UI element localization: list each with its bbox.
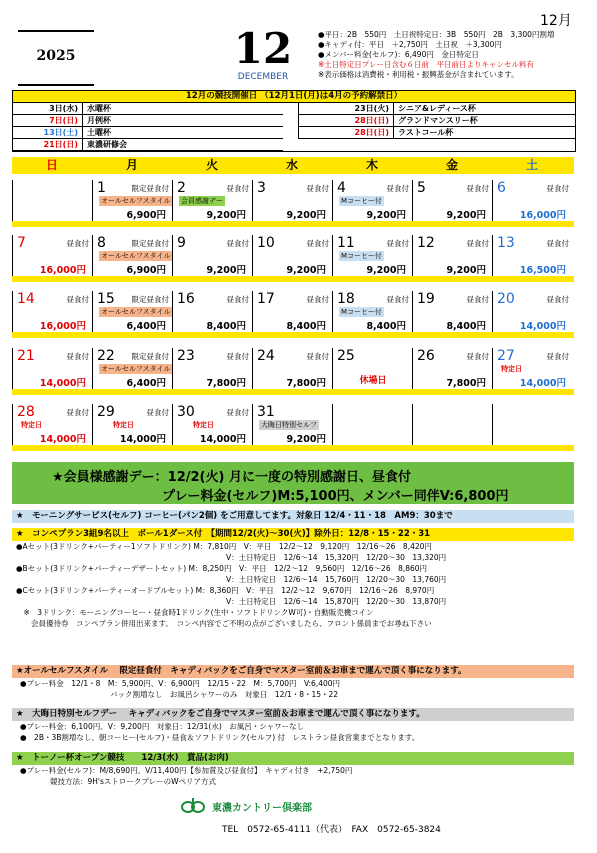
day-number: 24 — [257, 348, 275, 364]
competition-list-right — [298, 103, 576, 139]
day-cell — [492, 235, 572, 276]
meal-label: 昼食付 — [306, 239, 329, 248]
meal-label: 昼食付 — [226, 239, 249, 248]
day-number: 18 — [337, 291, 355, 307]
day-tag: 大晦日特別セルフ — [261, 421, 317, 429]
day-price: 8,400円 — [446, 321, 486, 332]
day-cell — [172, 291, 252, 332]
text-line: ●Bセット(3ドリンク+パーティーデザートセット) M：8,250円 V：平日 12/2～12 9,560円 12/16～26 8,860円 — [16, 564, 428, 573]
calendar-week — [12, 235, 574, 282]
day-cell — [332, 291, 412, 332]
competition-row — [13, 103, 283, 115]
day-price: 8,400円 — [366, 321, 406, 332]
day-number: 1 — [97, 180, 106, 196]
day-price: 7,800円 — [446, 378, 486, 389]
competition-row — [13, 115, 283, 127]
price-line: ※土日特定日プレー日含む６日前 平日前日よりキャンセル料有 — [318, 60, 534, 69]
day-price: 9,200円 — [286, 434, 326, 445]
text-line: ●Aセット(3ドリンク+パーティー1ソフトドリンク) M：7,810円 V：平日 12/2～12 9,120円 12/16～26 8,420円 — [16, 542, 432, 551]
competition-row — [299, 115, 576, 127]
contact-line: TEL 0572-65-4111（代表） FAX 0572-65-3824 — [222, 825, 441, 835]
day-number: 10 — [257, 235, 275, 251]
meal-label: 昼食付 — [546, 239, 569, 248]
day-number: 13 — [497, 235, 515, 251]
competition-row — [299, 127, 576, 139]
meal-label: 昼食付 — [66, 352, 89, 361]
weekday-label: 火 — [205, 158, 218, 172]
month-number: 12 — [233, 24, 293, 73]
meal-label: 限定昼食付 — [131, 239, 169, 248]
meal-label: 昼食付 — [386, 184, 409, 193]
day-tag: Mコーヒー付 — [341, 308, 382, 316]
day-price: 9,200円 — [286, 210, 326, 221]
day-price: 14,000円 — [519, 321, 566, 332]
tono-cup-section — [12, 752, 574, 787]
day-cell — [92, 404, 172, 445]
day-price: 9,200円 — [446, 265, 486, 276]
day-cell — [172, 348, 252, 389]
price-line: ●メンバー料金(セルフ)：6,490円 金日特定日 — [318, 50, 479, 59]
competition-name: 東濃研修会 — [87, 140, 127, 149]
day-number: 29 — [97, 404, 115, 420]
meal-label: 昼食付 — [466, 239, 489, 248]
day-cell — [492, 348, 572, 389]
day-price: 9,200円 — [206, 265, 246, 276]
day-price: 9,200円 — [366, 265, 406, 276]
day-tag: オールセルフスタイル — [101, 308, 171, 316]
holiday-label: 休場日 — [359, 376, 387, 386]
weekday-label: 月 — [125, 158, 138, 172]
day-tag: 特定日 — [113, 421, 134, 429]
club-name: 東濃カントリー倶楽部 — [212, 803, 312, 814]
competition-name: 月例杯 — [87, 116, 111, 125]
price-line: ●キャディ付：平日 ＋2,750円 土日祝 ＋3,300円 — [318, 40, 502, 49]
day-tag: 会員感謝デー — [181, 197, 223, 205]
day-number: 20 — [497, 291, 515, 307]
text-line: ●Cセット(3ドリンク+パーティーオードブルセット) M：8,360円 V：平日 12/2～12 9,670円 12/16～26 8,970円 — [16, 586, 435, 595]
competition-name: 土曜杯 — [87, 128, 111, 137]
day-cell — [12, 235, 92, 276]
day-cell — [252, 404, 332, 445]
text-line: V：土日特定日 12/6～14 15,320円 12/20～30 13,320円 — [16, 553, 447, 562]
text-line: V：土日特定日 12/6～14 15,760円 12/20～30 13,760円 — [16, 575, 447, 584]
day-tag: オールセルフスタイル — [101, 197, 171, 205]
weekday-label: 土 — [525, 158, 538, 172]
day-number: 25 — [337, 348, 355, 364]
meal-label: 昼食付 — [66, 239, 89, 248]
meal-label: 昼食付 — [466, 352, 489, 361]
meal-label: 昼食付 — [466, 184, 489, 193]
day-tag: Mコーヒー付 — [341, 252, 382, 260]
meal-label: 昼食付 — [226, 184, 249, 193]
day-cell — [332, 180, 412, 221]
text-line: ※ 3ドリンク：モーニングコーヒー・昼食時1ドリンク(生中・ソフトドリンクW可)・自動販売機コイン — [16, 608, 374, 617]
day-number: 28 — [17, 404, 35, 420]
morning-service: ★ モーニングサービス(セルフ) コーヒー(パン2個) をご用意してます。対象日 12/4・11・18 AM9：30まで — [12, 510, 574, 523]
day-number: 9 — [177, 235, 186, 251]
meal-label: 昼食付 — [306, 352, 329, 361]
day-cell — [172, 235, 252, 276]
meal-label: 昼食付 — [226, 408, 249, 417]
day-number: 6 — [497, 180, 506, 196]
day-number: 16 — [177, 291, 195, 307]
competition-row — [299, 103, 576, 115]
day-price: 9,200円 — [366, 210, 406, 221]
empty-cell — [12, 180, 92, 221]
meal-label: 昼食付 — [386, 295, 409, 304]
tono-cup-body — [12, 765, 574, 787]
day-cell — [92, 291, 172, 332]
new-years-eve-section — [12, 708, 574, 743]
price-line: ※表示価格は消費税・利用税・振興基金が含まれています。 — [318, 70, 519, 79]
price-line: ●平日：2B 550円 土日祝特定日：3B 550円 2B 3,300円割増 — [318, 30, 555, 39]
day-number: 14 — [17, 291, 35, 307]
day-tag: オールセルフスタイル — [101, 365, 171, 373]
week-separator — [12, 445, 574, 451]
meal-label: 昼食付 — [306, 295, 329, 304]
day-cell — [252, 180, 332, 221]
day-number: 17 — [257, 291, 275, 307]
meal-label: 昼食付 — [66, 408, 89, 417]
competition-date: 21日(日) — [13, 139, 83, 150]
empty-cell — [412, 404, 492, 445]
text-line: ● 2B・3B割増なし、朝コーヒー(セルフ)・昼食＆ソフトドリンク(セルフ) 付 レストラン昼食営業までとなります。 — [20, 733, 420, 742]
day-price: 9,200円 — [206, 210, 246, 221]
day-tag: オールセルフスタイル — [101, 252, 171, 260]
day-number: 22 — [97, 348, 115, 364]
meal-label: 昼食付 — [226, 295, 249, 304]
calendar-week — [12, 291, 574, 338]
month-english: DECEMBER — [237, 72, 289, 82]
day-cell — [12, 291, 92, 332]
meal-label: 限定昼食付 — [131, 352, 169, 361]
competition-date: 28日(日) — [299, 127, 394, 138]
competition-date: 3日(水) — [13, 103, 83, 114]
tono-cup-header: ★ トーノー杯オープン競技 12/3(水) 賞品(お肉) — [12, 752, 574, 765]
meal-label: 限定昼食付 — [131, 295, 169, 304]
competition-date: 7日(日) — [13, 115, 83, 126]
weekday-header — [12, 157, 574, 174]
appreciation-line1: ★会員様感謝デー：12/2(火) 月に一度の特別感謝日、昼食付 — [52, 470, 411, 485]
day-cell — [252, 348, 332, 389]
day-number: 30 — [177, 404, 195, 420]
meal-label: 昼食付 — [466, 295, 489, 304]
day-number: 23 — [177, 348, 195, 364]
text-line: 競技方法：9H'sストロークプレーのWペリア方式 — [20, 777, 216, 786]
calendar-week — [12, 180, 574, 227]
day-cell — [12, 404, 92, 445]
meal-label: 昼食付 — [546, 295, 569, 304]
day-price: 14,000円 — [39, 434, 86, 445]
day-price: 8,400円 — [286, 321, 326, 332]
day-number: 7 — [17, 235, 26, 251]
day-price: 14,000円 — [39, 378, 86, 389]
day-cell — [252, 235, 332, 276]
competition-row — [13, 127, 283, 139]
day-price: 6,400円 — [126, 378, 166, 389]
day-price: 16,000円 — [519, 210, 566, 221]
corner-month: 12月 — [540, 13, 572, 29]
day-tag: 特定日 — [193, 421, 214, 429]
day-number: 5 — [417, 180, 426, 196]
day-cell — [412, 180, 492, 221]
day-price: 8,400円 — [206, 321, 246, 332]
day-cell — [492, 291, 572, 332]
week-separator — [12, 221, 574, 227]
day-number: 11 — [337, 235, 355, 251]
day-price: 9,200円 — [286, 265, 326, 276]
text-line: V：土日特定日 12/6～14 15,870円 12/20～30 13,870円 — [16, 597, 447, 606]
all-self-header: ★オールセルフスタイル 限定昼食付 キャディバックをご自身でマスター室前＆お車まで運んで頂く事になります。 — [12, 665, 574, 678]
day-number: 4 — [337, 180, 346, 196]
day-number: 2 — [177, 180, 186, 196]
meal-label: 昼食付 — [546, 352, 569, 361]
competition-title: 12月の競技開催日 （12月1日(月)は4月の予約解禁日） — [13, 91, 575, 103]
week-separator — [12, 332, 574, 338]
day-price: 16,000円 — [39, 321, 86, 332]
day-cell — [332, 235, 412, 276]
appreciation-banner — [12, 462, 574, 504]
compe-plan-body — [12, 541, 574, 629]
text-line: ●プレー料金(セルフ)：M/8,690円、V/11,400円【参加賞及び昼食付】 キャディ付き +2,750円 — [20, 766, 353, 775]
text-line: 会員優待券 コンペプラン併用出来ます。 コンペ内容でご不明の点がございましたら、フロント係員までお尋ね下さい — [16, 619, 432, 628]
empty-cell — [492, 404, 572, 445]
competition-name: 水曜杯 — [87, 104, 111, 113]
day-price: 6,400円 — [126, 321, 166, 332]
compe-plan-section — [12, 528, 574, 629]
day-number: 27 — [497, 348, 515, 364]
day-cell — [252, 291, 332, 332]
day-number: 3 — [257, 180, 266, 196]
competition-date: 28日(日) — [299, 115, 394, 126]
meal-label: 昼食付 — [306, 184, 329, 193]
weekday-label: 金 — [445, 158, 458, 172]
day-cell — [412, 235, 492, 276]
week-separator — [12, 276, 574, 282]
meal-label: 昼食付 — [146, 408, 169, 417]
day-price: 14,000円 — [199, 434, 246, 445]
compe-plan-header: ★ コンペプラン3組9名以上 ボール1ダース付 【期間12/2(火)～30(火)】除外日：12/8・15・22・31 — [12, 528, 574, 541]
day-price: 7,800円 — [286, 378, 326, 389]
day-cell — [92, 348, 172, 389]
all-self-body — [12, 678, 574, 700]
day-number: 31 — [257, 404, 275, 420]
new-years-eve-header: ★ 大晦日特別セルフデー キャディバックをご自身でマスター室前＆お車まで運んで頂く事になります。 — [12, 708, 574, 721]
day-cell — [92, 180, 172, 221]
day-cell — [412, 291, 492, 332]
day-price: 6,900円 — [126, 265, 166, 276]
weekday-label: 木 — [365, 158, 378, 172]
new-years-eve-body — [12, 721, 574, 743]
day-number: 26 — [417, 348, 435, 364]
day-number: 12 — [417, 235, 435, 251]
text-line: バック割増なし お風呂シャワーのみ 対象日 12/1・8・15・22 — [20, 690, 339, 699]
day-cell — [172, 180, 252, 221]
calendar-week — [12, 404, 574, 451]
day-price: 6,900円 — [126, 210, 166, 221]
day-cell — [92, 235, 172, 276]
competition-name: グランドマンスリー杯 — [398, 116, 478, 125]
empty-cell — [332, 404, 412, 445]
text-line: ●プレー料金：6,100円、V：9,200円 対象日：12/31(水) お風呂・シャワーなし — [20, 722, 305, 731]
day-price: 14,000円 — [119, 434, 166, 445]
weekday-label: 水 — [285, 158, 298, 172]
week-separator — [12, 389, 574, 395]
day-cell — [412, 348, 492, 389]
calendar-week — [12, 348, 574, 395]
meal-label: 昼食付 — [66, 295, 89, 304]
day-price: 14,000円 — [519, 378, 566, 389]
competition-date: 23日(火) — [299, 103, 394, 114]
meal-label: 昼食付 — [226, 352, 249, 361]
competition-list-left — [13, 103, 283, 151]
day-price: 9,200円 — [446, 210, 486, 221]
day-number: 15 — [97, 291, 115, 307]
appreciation-line2: プレー料金(セルフ)M:5,100円、メンバー同伴V:6,800円 — [162, 489, 509, 504]
day-tag: Mコーヒー付 — [341, 197, 382, 205]
competition-date: 13日(土) — [13, 127, 83, 138]
meal-label: 昼食付 — [386, 239, 409, 248]
day-tag: 特定日 — [21, 421, 42, 429]
day-number: 21 — [17, 348, 35, 364]
competition-row — [13, 139, 283, 151]
text-line: ●プレー料金 12/1・8 M：5,900円、V：6,900円 12/15・22 M：5,700円 V:6,400円 — [20, 679, 341, 688]
day-number: 19 — [417, 291, 435, 307]
competition-table — [12, 90, 576, 152]
day-tag: 特定日 — [501, 365, 522, 373]
day-cell — [332, 348, 412, 389]
day-number: 8 — [97, 235, 106, 251]
all-self-section — [12, 665, 574, 700]
day-price: 16,500円 — [519, 265, 566, 276]
competition-name: ラストコール杯 — [398, 128, 454, 137]
competition-name: シニア&レディース杯 — [398, 104, 476, 113]
meal-label: 昼食付 — [546, 184, 569, 193]
meal-label: 限定昼食付 — [131, 184, 169, 193]
day-price: 16,000円 — [39, 265, 86, 276]
club-logo-icon — [180, 797, 206, 815]
day-cell — [492, 180, 572, 221]
day-cell — [12, 348, 92, 389]
day-price: 7,800円 — [206, 378, 246, 389]
weekday-label: 日 — [45, 158, 58, 172]
day-cell — [172, 404, 252, 445]
year-label: 2025 — [18, 30, 94, 86]
